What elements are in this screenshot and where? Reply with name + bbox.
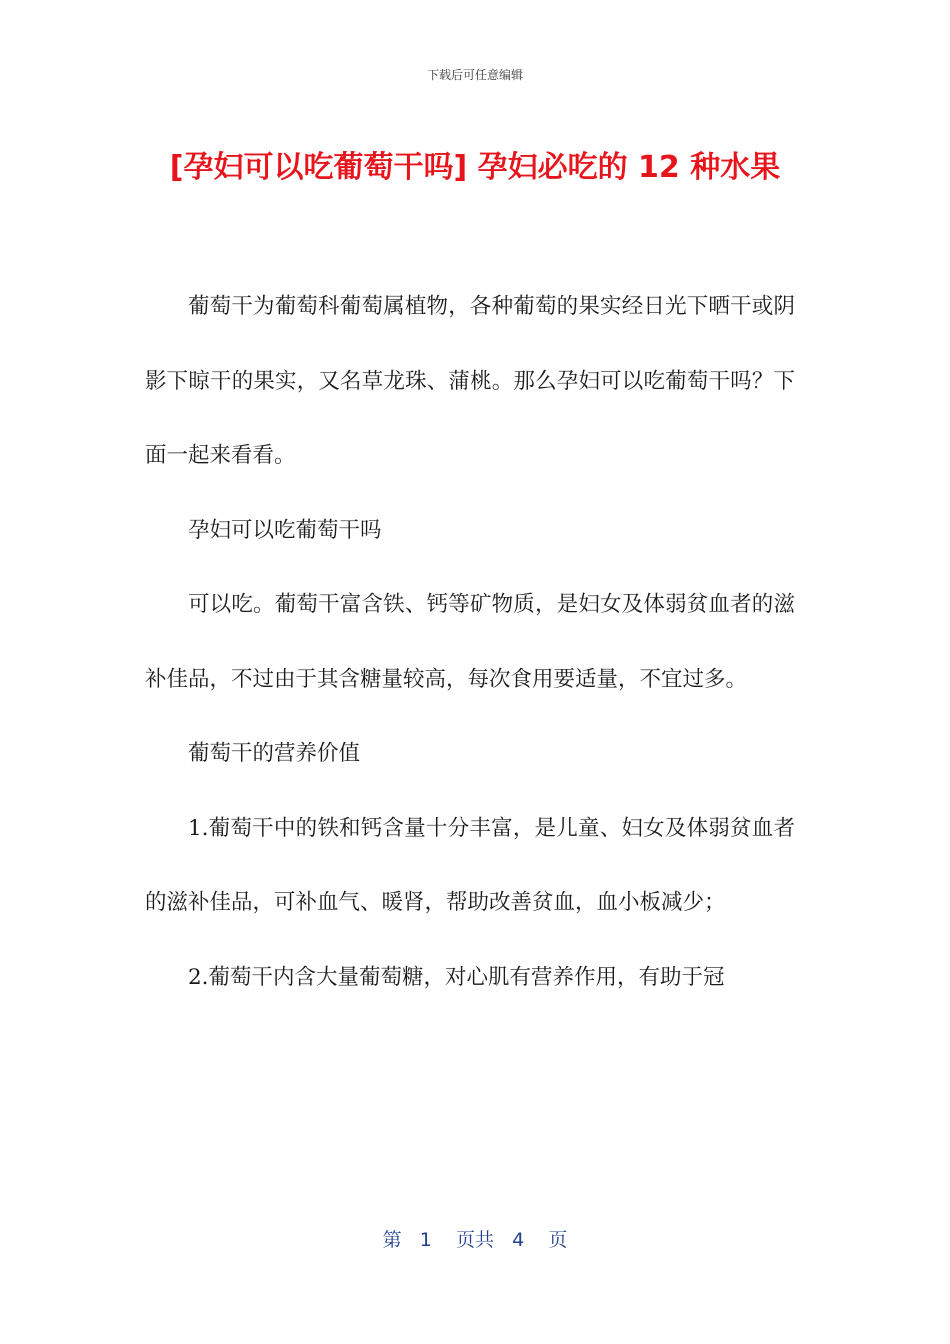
paragraph-nutrition-1: 1.葡萄干中的铁和钙含量十分丰富，是儿童、妇女及体弱贫血者的滋补佳品，可补血气、暖肾，帮助改善贫血，血小板减少；: [145, 815, 795, 915]
document-body: [145, 270, 795, 1015]
paragraph-nutrition-2: 2.葡萄干内含大量葡萄糖，对心肌有营养作用，有助于冠: [188, 964, 725, 990]
paragraph-intro: 葡萄干为葡萄科葡萄属植物，各种葡萄的果实经日光下晒干或阴影下晾干的果实，又名草龙珠、蒲桃。那么孕妇可以吃葡萄干吗？下面一起来看看。: [145, 294, 795, 468]
paragraph-can-eat: 可以吃。葡萄干富含铁、钙等矿物质，是妇女及体弱贫血者的滋补佳品，不过由于其含糖量较高，每次食用要适量，不宜过多。: [145, 592, 795, 692]
page-footer: [0, 1225, 950, 1252]
footer-total-pages: 4: [512, 1229, 525, 1251]
document-title: [孕妇可以吃葡萄干吗] 孕妇必吃的 12 种水果: [169, 150, 781, 185]
footer-mid: 页共: [455, 1229, 494, 1251]
section-heading-can-eat: 孕妇可以吃葡萄干吗: [188, 517, 382, 543]
section-heading-nutrition: 葡萄干的营养价值: [188, 741, 361, 766]
footer-suffix: 页: [548, 1229, 568, 1251]
header-note: 下载后可任意编辑: [426, 68, 523, 82]
footer-current-page: 1: [419, 1229, 432, 1251]
footer-prefix: 第: [382, 1229, 402, 1251]
